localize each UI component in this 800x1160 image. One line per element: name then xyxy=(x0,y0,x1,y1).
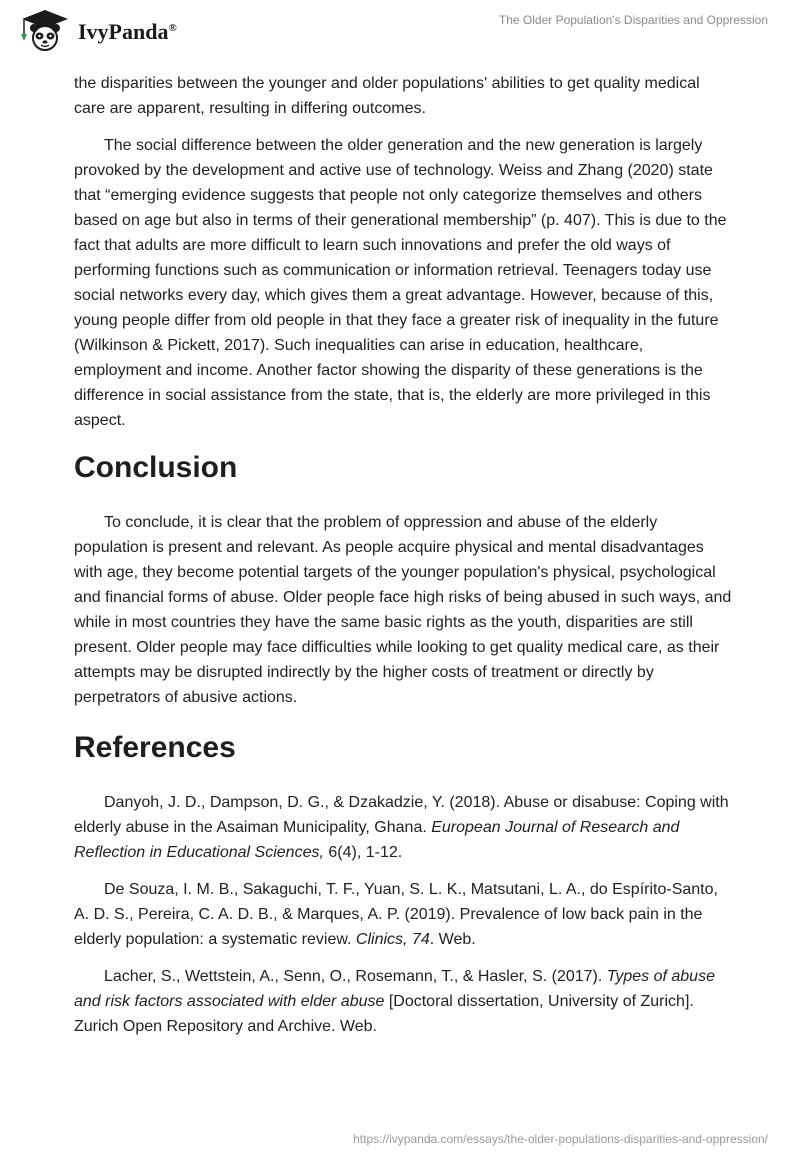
reference-item: Lacher, S., Wettstein, A., Senn, O., Rosemann, T., & Hasler, S. (2017). Types of abuse and risk factors associated with elder abuse [Doctoral dissertation, University of Zurich]. Zurich Open Repository and Archive. Web. xyxy=(74,968,715,1035)
document-title: The Older Population's Disparities and Oppression xyxy=(498,13,768,27)
conclusion-paragraph: To conclude, it is clear that the problem of oppression and abuse of the elderly population is present and relevant. As people acquire physical and mental disadvantages with age, they become potential targets of the younger population's physical, psychological and financial forms of abuse. Older people face high risks of being abused in such ways, and while in most countries they have the same basic rights as the youth, disparities are still present. Older people may face difficulties while looking to get quality medical care, as their attempts may be disrupted indirectly by the higher costs of treatment or directly by perpetrators of abusive actions. xyxy=(74,514,732,706)
essay-content xyxy=(74,71,734,1051)
source-url-link[interactable]: https://ivypanda.com/essays/the-older-populations-disparities-and-oppression/ xyxy=(353,1132,768,1146)
brand-logo[interactable] xyxy=(14,8,177,52)
conclusion-heading: Conclusion xyxy=(74,451,238,484)
paragraph-continued: the disparities between the younger and older populations' abilities to get quality medical care are apparent, resulting in differing outcomes. xyxy=(74,75,700,117)
paragraph-social-difference: The social difference between the older generation and the new generation is largely provoked by the development and active use of technology. Weiss and Zhang (2020) state that “emerging evidence suggests that people not only categorize themselves and others based on age but also in terms of their generational membership” (p. 407). This is due to the fact that adults are more difficult to learn such innovations and prefer the old ways of performing functions such as communication or information retrieval. Teenagers today use social networks every day, which gives them a great advantage. However, because of this, young people differ from old people in that they face a greater risk of inequality in the future (Wilkinson & Pickett, 2017). Such inequalities can arise in education, healthcare, employment and income. Another factor showing the disparity of these generations is the difference in social assistance from the state, that is, the elderly are more privileged in this aspect. xyxy=(74,137,727,429)
reference-item: De Souza, I. M. B., Sakaguchi, T. F., Yuan, S. L. K., Matsutani, L. A., do Espírito-Santo, A. D. S., Pereira, C. A. D. B., & Marques, A. P. (2019). Prevalence of low back pain in the elderly population: a systematic review. Clinics, 74. Web. xyxy=(74,881,718,948)
reference-item: Danyoh, J. D., Dampson, D. G., & Dzakadzie, Y. (2018). Abuse or disabuse: Coping with elderly abuse in the Asaiman Municipality, Ghana. European Journal of Research and Reflection in Educational Sciences, 6(4), 1-12. xyxy=(74,794,729,861)
panda-graduate-icon xyxy=(14,8,76,52)
references-heading: References xyxy=(74,731,236,764)
brand-name: IvyPanda® xyxy=(78,19,177,44)
